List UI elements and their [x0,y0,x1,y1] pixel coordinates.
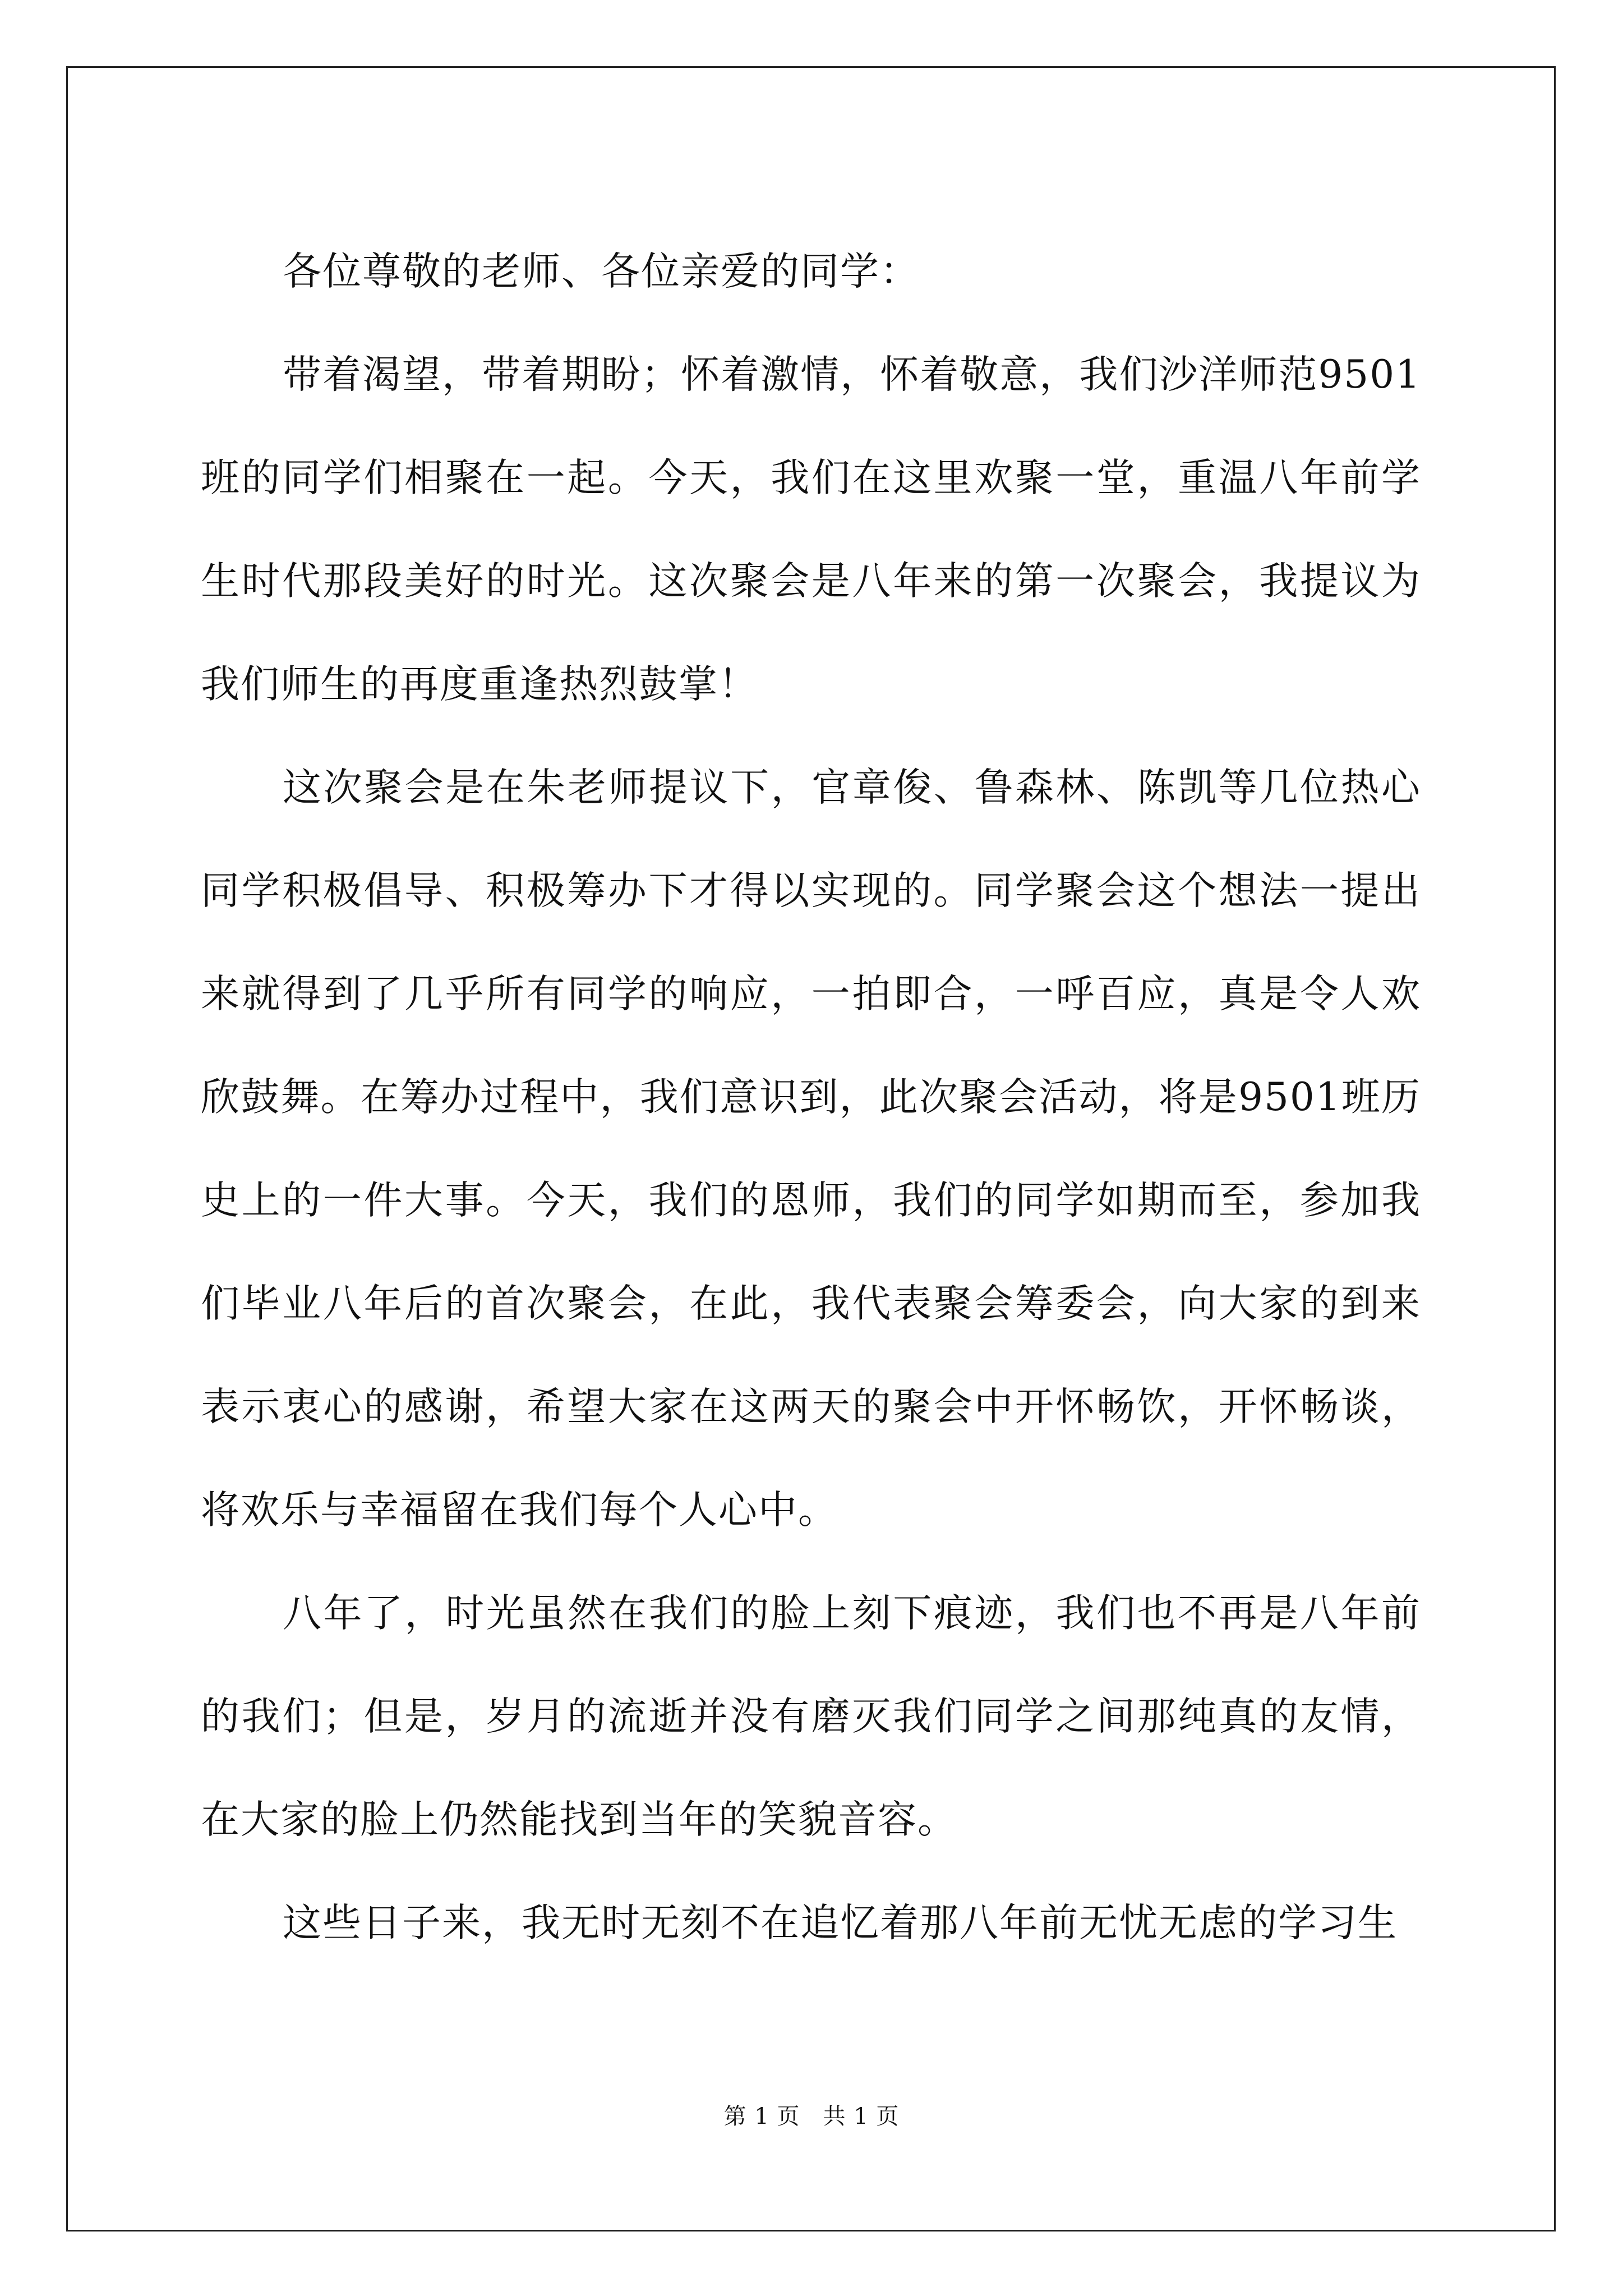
page-footer: 第 1 页 共 1 页 [723,2104,900,2129]
paragraph-1: 带着渴望，带着期盼；怀着激情，怀着敬意，我们沙洋师范9501班的同学们相聚在一起。今天，我们在这里欢聚一堂，重温八年前学生时代那段美好的时光。这次聚会是八年来的第一次聚会，我提议为我们师生的再度重逢热烈鼓掌！ [201,352,1421,707]
salutation: 各位尊敬的老师、各位亲爱的同学： [283,249,920,294]
paragraph-4: 这些日子来，我无时无刻不在追忆着那八年前无忧无虑的学习生 [283,1901,1398,1945]
paragraph-3: 八年了，时光虽然在我们的脸上刻下痕迹，我们也不再是八年前的我们；但是，岁月的流逝并没有磨灭我们同学之间那纯真的友情，在大家的脸上仍然能找到当年的笑貌音容。 [201,1591,1421,1842]
document-body [201,220,1421,1975]
paragraph-2: 这次聚会是在朱老师提议下，官章俊、鲁森林、陈凯等几位热心同学积极倡导、积极筹办下才得以实现的。同学聚会这个想法一提出来就得到了几乎所有同学的响应，一拍即合，一呼百应，真是令人欢欣鼓舞。在筹办过程中，我们意识到，此次聚会活动，将是9501班历史上的一件大事。今天，我们的恩师，我们的同学如期而至，参加我们毕业八年后的首次聚会，在此，我代表聚会筹委会，向大家的到来表示衷心的感谢，希望大家在这两天的聚会中开怀畅饮，开怀畅谈，将欢乐与幸福留在我们每个人心中。 [201,765,1421,1533]
